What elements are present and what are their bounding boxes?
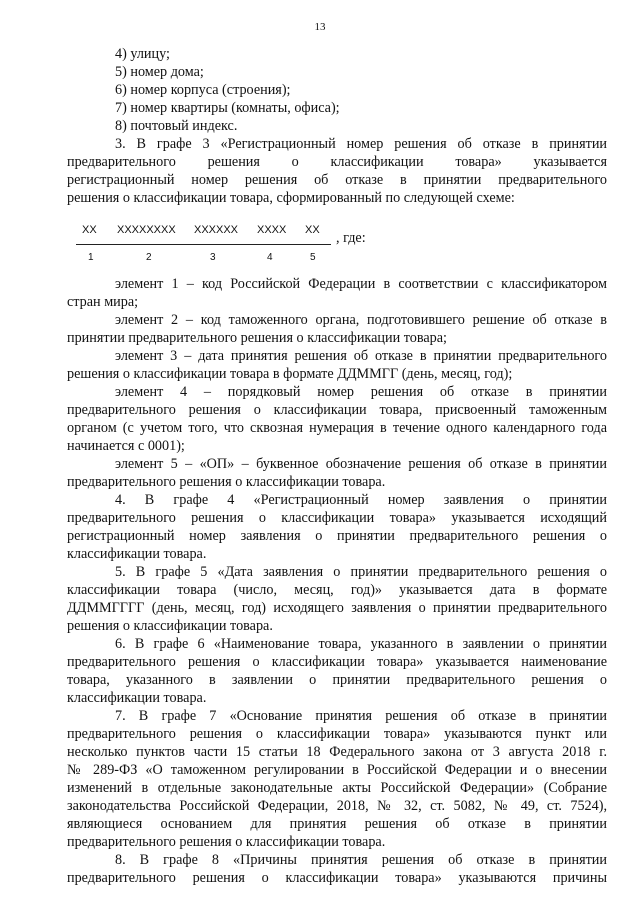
paragraph-line: предварительного решения о классификации товара» указывается наименование: [67, 654, 607, 670]
paragraph-line: законодательства Российской Федерации, 2018, № 32, ст. 5082, № 49, ст. 7524),: [67, 798, 607, 814]
paragraph-line: предварительного решения о классификации товара.: [67, 474, 386, 490]
paragraph-line: элемент 5 – «ОП» – буквенное обозначение решения об отказе в принятии: [115, 456, 607, 472]
paragraph-line: элемент 2 – код таможенного органа, подготовившего решение об отказе в: [115, 312, 607, 328]
scheme-segment: XX: [305, 224, 320, 236]
list-item: 8) почтовый индекс.: [115, 118, 238, 134]
paragraph-line: 7. В графе 7 «Основание принятия решения об отказе в принятии: [115, 708, 607, 724]
scheme-number: 3: [210, 252, 216, 263]
paragraph-line: элемент 3 – дата принятия решения об отказе в принятии предварительного: [115, 348, 607, 364]
paragraph-line: регистрационный номер решения об отказе в принятии предварительного: [67, 172, 607, 188]
paragraph-line: предварительного решения о классификации товара» указывается: [67, 154, 607, 170]
paragraph-line: классификации товара.: [67, 690, 207, 706]
scheme-number: 5: [310, 252, 316, 263]
paragraph-line: решения о классификации товара.: [67, 618, 273, 634]
paragraph-line: предварительного решения о классификации товара.: [67, 834, 386, 850]
paragraph-line: решения о классификации товара в формате ДДММГГ (день, месяц, год);: [67, 366, 513, 382]
paragraph-line: стран мира;: [67, 294, 139, 310]
scheme-number: 2: [146, 252, 152, 263]
paragraph-line: классификации товара (число, месяц, год)» указывается дата в формате: [67, 582, 607, 598]
scheme-segment: XXXXXX: [194, 224, 239, 236]
scheme-segment: XXXX: [257, 224, 287, 236]
scheme-segment: XX: [82, 224, 97, 236]
paragraph-line: классификации товара.: [67, 546, 207, 562]
paragraph-line: предварительного решения о классификации товара» указывается исходящий: [67, 510, 607, 526]
scheme-suffix: , где:: [336, 230, 366, 246]
scheme-underline: [76, 244, 331, 245]
paragraph-line: начинается с 0001);: [67, 438, 185, 454]
paragraph-line: 5. В графе 5 «Дата заявления о принятии предварительного решения о: [115, 564, 607, 580]
scheme-segment: XXXXXXXX: [117, 224, 176, 236]
paragraph-line: № 289-ФЗ «О таможенном регулировании в Российской Федерации и о внесении: [67, 762, 607, 778]
list-item: 6) номер корпуса (строения);: [115, 82, 291, 98]
list-item: 5) номер дома;: [115, 64, 204, 80]
paragraph-line: решения о классификации товара, сформированный по следующей схеме:: [67, 190, 515, 206]
paragraph-line: 4. В графе 4 «Регистрационный номер заявления о принятии: [115, 492, 607, 508]
scheme-number: 4: [267, 252, 273, 263]
paragraph-line: предварительного решения о классификации товара» указываются пункт или: [67, 726, 607, 742]
paragraph-line: регистрационный номер заявления о принятии предварительного решения о: [67, 528, 607, 544]
paragraph-line: 6. В графе 6 «Наименование товара, указанного в заявлении о принятии: [115, 636, 607, 652]
paragraph-line: элемент 4 – порядковый номер решения об отказе в принятии: [115, 384, 607, 400]
paragraph-line: элемент 1 – код Российской Федерации в соответствии с классификатором: [115, 276, 607, 292]
paragraph-line: являющиеся основанием для принятия решения об отказе в принятии: [67, 816, 607, 832]
paragraph-line: органом (с учетом того, что сквозная нумерация в течение одного календарного года: [67, 420, 607, 436]
paragraph-line: предварительного решения о классификации товара, присвоенный таможенным: [67, 402, 607, 418]
paragraph-line: 8. В графе 8 «Причины принятия решения об отказе в принятии: [115, 852, 607, 868]
paragraph-line: 3. В графе 3 «Регистрационный номер решения об отказе в принятии: [115, 136, 607, 152]
page-number: 13: [314, 21, 326, 33]
paragraph-line: принятии предварительного решения о классификации товара;: [67, 330, 447, 346]
scheme-number: 1: [88, 252, 94, 263]
list-item: 7) номер квартиры (комнаты, офиса);: [115, 100, 340, 116]
paragraph-line: предварительного решения о классификации товара» указываются причины: [67, 870, 607, 886]
paragraph-line: изменений в отдельные законодательные акты Российской Федерации» (Собрание: [67, 780, 607, 796]
list-item: 4) улицу;: [115, 46, 170, 62]
paragraph-line: несколько пунктов части 15 статьи 18 Федерального закона от 3 августа 2018 г.: [67, 744, 607, 760]
paragraph-line: ДДММГГГГ (день, месяц, год) исходящего заявления о принятии предварительного: [67, 600, 607, 616]
paragraph-line: товара, указанного в заявлении о принятии предварительного решения о: [67, 672, 607, 688]
